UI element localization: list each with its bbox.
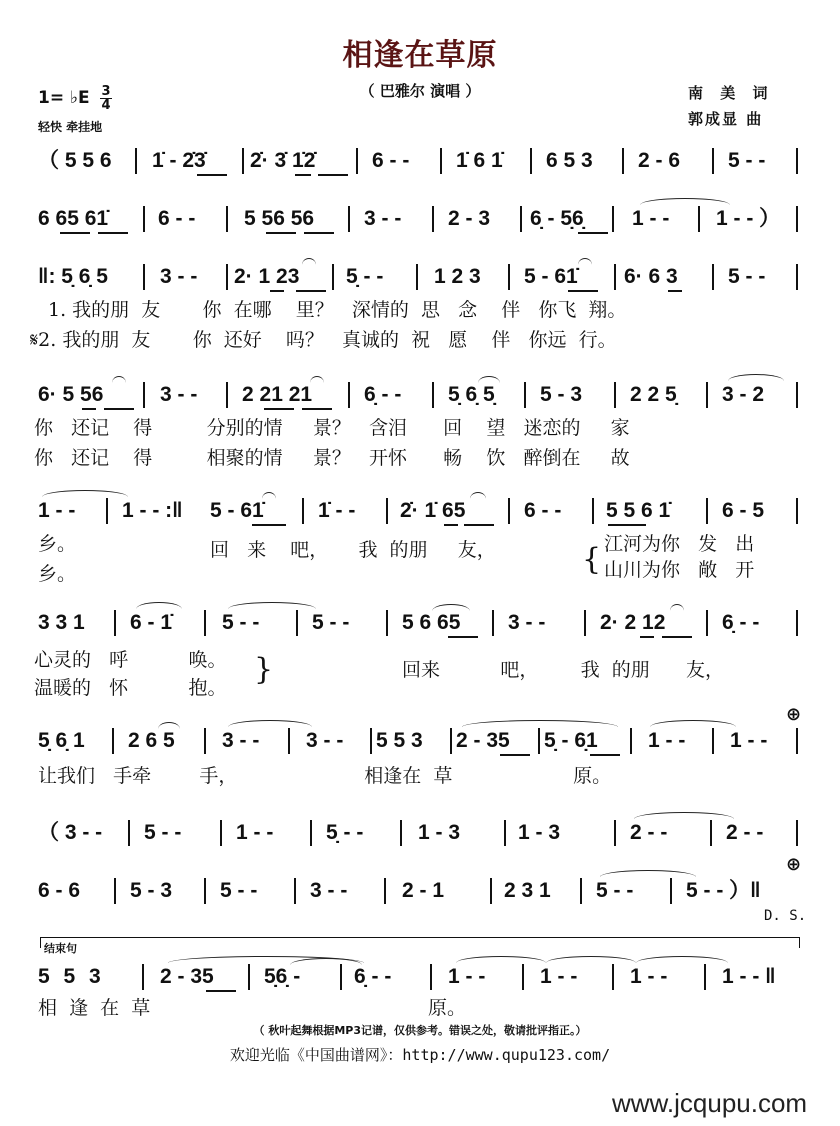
measure: 1 - - ‖ xyxy=(722,965,776,988)
measure: 5̣ - - xyxy=(346,265,384,288)
meter-top: 3 xyxy=(101,84,111,99)
repeat-start-measure: ‖: 5̣ 6̣ 5 xyxy=(38,265,108,288)
watermark: www.jcqupu.com xyxy=(612,1088,808,1118)
dal-segno: D. S. xyxy=(764,908,807,924)
score-line-1 xyxy=(0,146,840,176)
measure: 5̣6̣ - xyxy=(264,965,301,988)
lyrics-verse1: 乡。 xyxy=(38,533,77,555)
measure: 2 21 21 xyxy=(242,383,313,406)
score-line-4 xyxy=(0,380,840,410)
composer-credit: 郭成显 曲 xyxy=(688,110,764,128)
measure: 2 - 3 xyxy=(448,207,491,230)
score-line-5 xyxy=(0,496,840,526)
measure: 5 - 61̇ xyxy=(524,265,578,288)
measure: （ 3 - - xyxy=(38,821,103,844)
measure: 2 - 1 xyxy=(402,879,445,902)
measure: 6̣ - - xyxy=(354,965,392,988)
measure: 3 - - xyxy=(160,383,198,406)
measure: 5 - - xyxy=(728,265,766,288)
score-line-3 xyxy=(0,262,840,292)
measure: 5 - - xyxy=(596,879,634,902)
measure: 5 - 3 xyxy=(130,879,173,902)
measure: 1̇ 6 1̇ xyxy=(456,149,503,172)
measure: 3 - - xyxy=(160,265,198,288)
measure: 6· 5 56 xyxy=(38,383,104,406)
brace: { xyxy=(582,542,602,577)
coda-icon: ⊕ xyxy=(786,854,802,875)
measure: 6 65 61̇ xyxy=(38,207,109,230)
measure: 5̣ - - xyxy=(326,821,364,844)
measure: 6̣ - 5̣6̣ xyxy=(530,207,584,230)
measure: 5 - - xyxy=(220,879,258,902)
measure: 6̣ - - xyxy=(722,611,760,634)
measure: 3 - - xyxy=(310,879,348,902)
measure: 5 - - xyxy=(144,821,182,844)
measure: 5̣ - 6̣1 xyxy=(544,729,598,752)
measure: 1 - 3 xyxy=(418,821,461,844)
measure: 2· 1 23 xyxy=(234,265,300,288)
score-line-7 xyxy=(0,726,840,756)
measure: 2 - - xyxy=(726,821,764,844)
key-signature: 1= ♭E xyxy=(38,88,90,108)
measure: 5 - - ）‖ xyxy=(686,879,761,902)
measure: 2 2 5̣ xyxy=(630,383,677,406)
measure: 3 3 1 xyxy=(38,611,85,634)
lyrics-chorus: 回 来 吧， 我 的朋 友， xyxy=(210,539,496,561)
measure: 5 5 6 1̇ xyxy=(606,499,671,522)
measure: 1 - - xyxy=(730,729,768,752)
lyrics-verse2: 乡。 xyxy=(38,563,77,585)
brace: } xyxy=(254,652,274,687)
measure: 6 - - xyxy=(158,207,196,230)
measure: 2 6 5 xyxy=(128,729,175,752)
meter-bottom: 4 xyxy=(101,98,111,113)
measure: 3 - - xyxy=(222,729,260,752)
measure: 2 - 35 xyxy=(456,729,510,752)
site-link[interactable]: 欢迎光临《中国曲谱网》：http://www.qupu123.com/ xyxy=(229,1046,611,1064)
measure: 3 - - xyxy=(306,729,344,752)
score-line-10 xyxy=(0,962,840,992)
measure: 6 - - xyxy=(372,149,410,172)
measure: 3 - 2 xyxy=(722,383,765,406)
measure: 6 - 5 xyxy=(722,499,765,522)
repeat-end-measure: 1 - - :‖ xyxy=(122,499,183,522)
measure: 5̣ 6̣ 1 xyxy=(38,729,85,752)
measure: 1 - - xyxy=(648,729,686,752)
score-line-9 xyxy=(0,876,840,906)
measure: （ 5 5 6 xyxy=(38,149,112,172)
measure: 1 - - ） xyxy=(716,207,781,230)
lyrics-line: 让我们 手牵 手， 相逢在 草 原。 xyxy=(38,765,612,787)
measure: 3 - - xyxy=(364,207,402,230)
lyrics-verse1: 心灵的 呼 唤。 xyxy=(34,649,227,671)
measure: 5 56 56 xyxy=(244,207,315,230)
measure: 2̇· 3̇ 1̇2̇ xyxy=(250,149,316,172)
measure: 5 - 61̇ xyxy=(210,499,264,522)
measure: 5 - - xyxy=(728,149,766,172)
lyricist-credit: 南 美 词 xyxy=(688,84,774,102)
measure: 1 - 3 xyxy=(518,821,561,844)
measure: 5 5 3 xyxy=(38,965,105,988)
measure: 1 - - xyxy=(630,965,668,988)
lyrics-verse1: 你 还记 得 分别的情 景？ 含泪 回 望 迷恋的 家 xyxy=(34,417,630,439)
measure: 2̇· 1̇ 65 xyxy=(400,499,466,522)
measure: 2 - - xyxy=(630,821,668,844)
measure: 5 5 3 xyxy=(376,729,423,752)
measure: 6 - 1̇ xyxy=(130,611,173,634)
measure: 1 - - xyxy=(448,965,486,988)
coda-icon: ⊕ xyxy=(786,704,802,725)
measure: 3 - - xyxy=(508,611,546,634)
lyrics-alt1: 江河为你 发 出 xyxy=(604,533,755,555)
measure: 6 - - xyxy=(524,499,562,522)
score-line-6 xyxy=(0,608,840,638)
lyrics-alt2: 山川为你 敞 开 xyxy=(604,559,755,581)
measure: 5 6 65 xyxy=(402,611,461,634)
ending-label: 结束句 xyxy=(44,942,77,955)
measure: 2 - 6 xyxy=(638,149,681,172)
tempo-marking: 轻快 牵挂地 xyxy=(38,120,103,134)
measure: 2 3 1 xyxy=(504,879,551,902)
lyrics-line: 相 逢 在 草 原。 xyxy=(38,997,467,1019)
transcriber-note: （ 秋叶起舞根据MP3记谱，仅供参考。错误之处，敬请批评指正。） xyxy=(253,1024,587,1037)
measure: 1 2 3 xyxy=(434,265,481,288)
measure: 1 - - xyxy=(632,207,670,230)
score-line-2 xyxy=(0,204,840,234)
measure: 5̣ 6̣ 5̣ xyxy=(448,383,495,406)
singer-credit: （ 巴雅尔 演唱 ） xyxy=(359,82,481,100)
song-title: 相逢在草原 xyxy=(342,38,498,73)
measure: 2 - 35 xyxy=(160,965,214,988)
lyrics-verse1: 1. 我的朋 友 你 在哪 里？ 深情的 思 念 伴 你飞 翔。 xyxy=(48,299,627,321)
measure: 6· 6 3 xyxy=(624,265,678,288)
measure: 5 - - xyxy=(222,611,260,634)
lyrics-verse2: 你 还记 得 相聚的情 景？ 开怀 畅 饮 醉倒在 故 xyxy=(34,447,630,469)
score-line-8 xyxy=(0,818,840,848)
measure: 5 - 3 xyxy=(540,383,583,406)
measure: 1̇ - - xyxy=(318,499,356,522)
measure: 2· 2 12 xyxy=(600,611,666,634)
measure: 5 - - xyxy=(312,611,350,634)
lyrics-chorus: 回来 吧， 我 的朋 友， xyxy=(402,659,724,681)
lyrics-verse2: 𝄋2. 我的朋 友 你 还好 吗？ 真诚的 祝 愿 伴 你远 行。 xyxy=(30,329,617,351)
ending-bracket xyxy=(40,937,800,948)
measure: 6̣ - - xyxy=(364,383,402,406)
measure: 1 - - xyxy=(540,965,578,988)
time-signature xyxy=(100,85,112,112)
measure: 1 - - xyxy=(236,821,274,844)
measure: 6 5 3 xyxy=(546,149,593,172)
measure: 6 - 6 xyxy=(38,879,81,902)
measure: 1̇ - 2̇3̇ xyxy=(152,149,206,172)
measure: 1 - - xyxy=(38,499,76,522)
lyrics-verse2: 温暖的 怀 抱。 xyxy=(34,677,227,699)
